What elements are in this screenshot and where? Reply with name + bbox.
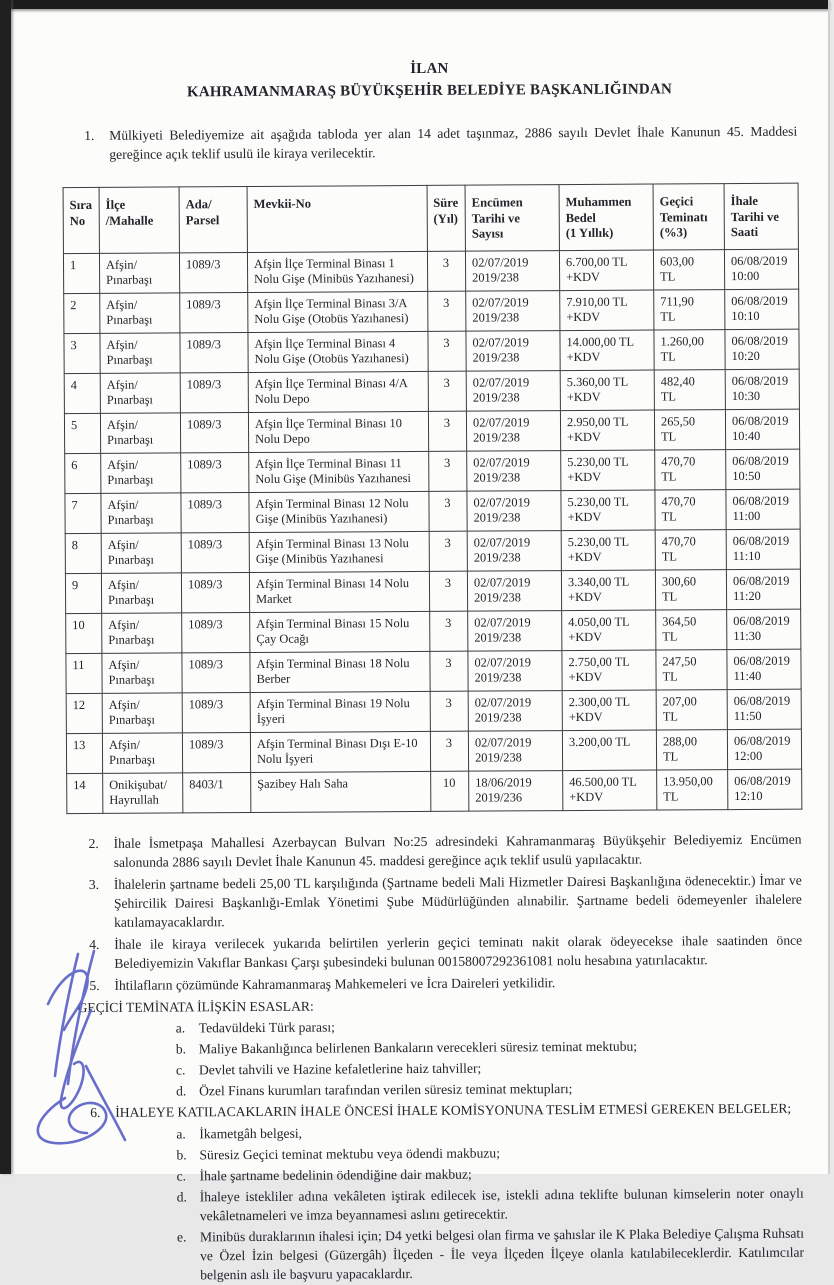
table-cell: 02/07/2019 2019/238 — [468, 610, 562, 651]
table-cell: 06/08/2019 11:00 — [726, 489, 800, 529]
table-cell: 6.700,00 TL +KDV — [559, 250, 653, 291]
table-cell: 06/08/2019 12:10 — [728, 769, 802, 809]
item-number: 5. — [89, 977, 100, 993]
table-row — [66, 729, 801, 773]
paragraph-item-4 — [89, 930, 802, 972]
list-item — [176, 1141, 803, 1164]
item-text: Tedavüldeki Türk parası; — [198, 1018, 335, 1035]
item-text: Süresiz Geçici teminat mektubu veya ödendi makbuzu; — [199, 1144, 500, 1162]
table-cell: 06/08/2019 11:10 — [726, 529, 800, 569]
table-cell: 1 — [63, 253, 99, 293]
table-cell: 1089/3 — [182, 732, 250, 772]
table-cell: 603,00 TL — [653, 249, 724, 289]
table-cell: 1089/3 — [180, 292, 248, 332]
list-item — [177, 1162, 804, 1185]
table-cell: 06/08/2019 10:00 — [724, 249, 798, 289]
table-header-row — [63, 183, 798, 253]
table-cell: Afşin/ Pınarbaşı — [102, 692, 182, 732]
table-cell: Afşin/ Pınarbaşı — [101, 492, 181, 532]
table-cell: 3 — [428, 371, 466, 411]
item-text: İkametgâh belgesi, — [199, 1125, 303, 1141]
paragraph-item-1 — [84, 122, 797, 164]
table-cell: 10 — [66, 613, 102, 653]
table-cell: Afşin Terminal Binası 15 Nolu Çay Ocağı — [250, 611, 430, 652]
table-cell: Afşin Terminal Binası 13 Nolu Gişe (Minibüs Yazıhanesi — [249, 531, 429, 572]
table-cell: 711,90 TL — [654, 289, 725, 329]
item-number: 2. — [88, 835, 99, 851]
item-letter: b. — [176, 1146, 187, 1162]
table-cell: 02/07/2019 2019/238 — [466, 370, 560, 411]
table-cell: 9 — [65, 573, 101, 613]
table-cell: 1089/3 — [180, 412, 248, 452]
table-cell: 1089/3 — [182, 652, 250, 692]
item-letter: d. — [176, 1082, 187, 1098]
table-row — [64, 409, 799, 453]
table-cell: Afşin İlçe Terminal Binası 1 Nolu Gişe (Minibüs Yazıhanesi) — [247, 251, 427, 292]
table-cell: 1089/3 — [179, 252, 247, 292]
table-header-cell: Encümen Tarihi ve Sayısı — [465, 185, 559, 251]
table-cell: 470,70 TL — [655, 529, 726, 569]
table-cell: 288,00 TL — [656, 729, 727, 769]
item-number: 3. — [88, 876, 100, 892]
table-cell: 2.750,00 TL +KDV — [562, 650, 656, 691]
table-body — [63, 249, 801, 813]
table-header-cell: Mevkii-No — [247, 185, 427, 252]
table-cell: 06/08/2019 11:20 — [726, 569, 800, 609]
handwritten-signature — [20, 948, 145, 1153]
table-cell: 06/08/2019 11:30 — [727, 609, 801, 649]
item-letter: a. — [175, 1019, 186, 1035]
table-cell: Afşin/ Pınarbaşı — [102, 652, 182, 692]
item-letter: a. — [176, 1125, 186, 1141]
table-cell: 5.230,00 TL +KDV — [561, 450, 655, 491]
table-cell: 02/07/2019 2019/238 — [465, 250, 559, 291]
table-cell: Onikişubat/ Hayrullah — [103, 772, 183, 812]
item-letter: c. — [176, 1167, 187, 1183]
paragraph-item-3 — [89, 870, 802, 931]
table-cell: Afşin Terminal Binası 12 Nolu Gişe (Minibüs Yazıhanesi) — [249, 491, 429, 532]
table-cell: 7 — [65, 493, 101, 533]
table-cell: 11 — [66, 653, 102, 693]
table-header-cell: Süre (Yıl) — [427, 185, 465, 251]
table-cell: 364,50 TL — [656, 609, 727, 649]
item-text: Maliye Bakanlığınca belirlenen Bankaların verecekleri süresiz teminat mektubu; — [198, 1038, 638, 1056]
table-cell: 3 — [64, 333, 100, 373]
table-cell: 1089/3 — [181, 452, 249, 492]
table-cell: 13 — [66, 733, 102, 773]
table-row — [65, 449, 800, 493]
table-cell: 06/08/2019 10:10 — [725, 289, 799, 329]
table-cell: Afşin/ Pınarbaşı — [99, 252, 179, 292]
table-cell: 3 — [428, 291, 466, 331]
table-cell: 06/08/2019 12:00 — [727, 729, 801, 769]
table-cell: 5.360,00 TL +KDV — [560, 370, 654, 411]
table-cell: Afşin İlçe Terminal Binası 4 Nolu Gişe (Otobüs Yazıhanesi) — [248, 331, 428, 372]
table-row — [66, 609, 801, 653]
table-cell: 02/07/2019 2019/238 — [466, 410, 560, 451]
table-cell: 02/07/2019 2019/238 — [468, 650, 562, 691]
item-text: İhtilafların çözümünde Kahramanmaraş Mahkemeleri ve İcra Daireleri yetkilidir. — [114, 974, 556, 993]
table-cell: 1089/3 — [181, 492, 249, 532]
table-cell: 4 — [64, 373, 100, 413]
signature-strokes — [38, 951, 125, 1143]
table-cell: 02/07/2019 2019/238 — [468, 730, 562, 771]
table-cell: 5.230,00 TL +KDV — [561, 530, 655, 571]
table-cell: 1.260,00 TL — [654, 329, 725, 369]
item-number: 6. — [90, 1104, 101, 1120]
table-cell: 1089/3 — [182, 692, 250, 732]
item-text: İhale İsmetpaşa Mahallesi Azerbaycan Bulvarı No:25 adresindeki Kahramanmaraş Büyükşehir Belediyemiz Encümen salonunda 2886 sayılı Devlet İhale Kanunun 45. maddesi gereğince açık teklif usulü yapılacaktır. — [113, 831, 802, 870]
table-cell: 8 — [65, 533, 101, 573]
table-cell: 46.500,00 TL +KDV — [563, 770, 657, 811]
table-cell: 06/08/2019 10:50 — [726, 449, 800, 489]
table-cell: 3 — [429, 451, 467, 491]
table-header-cell: Geçici Teminatı (%3) — [653, 184, 724, 250]
item-text: Özel Finans kurumları tarafından verilen süresiz teminat mektupları; — [199, 1080, 573, 1098]
table-cell: Afşin/ Pınarbaşı — [100, 372, 180, 412]
table-header-cell: Sıra No — [63, 187, 99, 253]
table-cell: 10 — [431, 771, 469, 811]
item-text: Minibüs duraklarının ihalesi için; D4 yetki belgesi olan firma ve şahıslar ile K Plaka Belediye Çalışma Ruhsatı ve Özel İzin belgesi (Güzergâh) İlçeden - İle veya İlçeden İlçeye olanla katılabileceklerdir. Katılımcılar belgenin aslı ile başvuru yapacaklardır. — [199, 1225, 805, 1282]
table-cell: 06/08/2019 10:30 — [725, 369, 799, 409]
table-cell: 3.200,00 TL — [562, 730, 656, 771]
table-cell: 18/06/2019 2019/236 — [469, 770, 563, 811]
table-cell: Afşin Terminal Binası 14 Nolu Market — [249, 571, 429, 612]
table-cell: 02/07/2019 2019/238 — [466, 330, 560, 371]
table-cell: 3 — [429, 571, 467, 611]
table-cell: Afşin/ Pınarbaşı — [100, 412, 180, 452]
table-cell: 470,70 TL — [655, 449, 726, 489]
table-cell: 06/08/2019 11:50 — [727, 689, 801, 729]
table-cell: 14.000,00 TL +KDV — [560, 330, 654, 371]
table-header-cell: İhale Tarihi ve Saati — [724, 183, 798, 249]
table-cell: Afşin Terminal Binası 19 Nolu İşyeri — [250, 691, 430, 732]
list-item — [177, 1183, 804, 1225]
paragraph-item-5 — [89, 971, 802, 994]
table-cell: 207,00 TL — [656, 689, 727, 729]
table-cell: 1089/3 — [181, 572, 249, 612]
table-cell: 2 — [64, 293, 100, 333]
table-cell: Afşin/ Pınarbaşı — [101, 532, 181, 572]
table-cell: Afşin İlçe Terminal Binası 3/A Nolu Gişe (Otobüs Yazıhanesi) — [248, 291, 428, 332]
table-row — [65, 569, 800, 613]
table-cell: 5.230,00 TL +KDV — [561, 490, 655, 531]
table-cell: 1089/3 — [181, 532, 249, 572]
table-cell: 3 — [430, 651, 468, 691]
table-cell: 482,40 TL — [654, 369, 725, 409]
table-cell: Afşin İlçe Terminal Binası 11 Nolu Gişe (Minibüs Yazıhanesi — [249, 451, 429, 492]
list-item — [177, 1223, 804, 1284]
table-cell: 12 — [66, 693, 102, 733]
list-item — [176, 1120, 803, 1143]
table-cell: 3.340,00 TL +KDV — [561, 570, 655, 611]
table-row — [65, 489, 800, 533]
table-cell: 06/08/2019 11:40 — [727, 649, 801, 689]
table-cell: Afşin Terminal Binası Dışı E-10 Nolu İşyeri — [250, 731, 430, 772]
table-cell: 2.950,00 TL +KDV — [560, 410, 654, 451]
table-cell: Şazibey Halı Saha — [251, 771, 431, 812]
table-cell: 300,60 TL — [655, 569, 726, 609]
table-cell: 3 — [429, 531, 467, 571]
table-cell: Afşin İlçe Terminal Binası 4/A Nolu Depo — [248, 371, 428, 412]
item-letter: e. — [176, 1228, 187, 1244]
table-cell: Afşin/ Pınarbaşı — [101, 452, 181, 492]
gecici-teminat-heading: GEÇİCİ TEMİNATA İLİŞKİN ESASLAR: — [77, 998, 314, 1015]
page-subtitle: KAHRAMANMARAŞ BÜYÜKŞEHİR BELEDİYE BAŞKANLIĞINDAN — [186, 81, 673, 101]
table-row — [65, 529, 800, 573]
table-cell: 02/07/2019 2019/238 — [467, 570, 561, 611]
auction-table — [63, 183, 803, 814]
table-row — [64, 329, 799, 373]
table-row — [66, 689, 801, 733]
table-cell: 3 — [430, 731, 468, 771]
table-cell: 265,50 TL — [654, 409, 725, 449]
table-cell: 2.300,00 TL +KDV — [562, 690, 656, 731]
item-text: İhalelerin şartname bedeli 25,00 TL karşılığında (Şartname bedeli Mali Hizmetler Dairesi Başkanlığına ödenecektir.) İmar ve Şehircilik Dairesi Başkanlığı-Emlak Yönetimi Şube Müdürlüğünden alınabilir. Şartname bedeli ödemeyenler ihalelere katılamayacaklardır. — [113, 872, 802, 930]
item-letter: d. — [176, 1188, 187, 1204]
table-cell: 1089/3 — [182, 612, 250, 652]
table-cell: 1089/3 — [180, 332, 248, 372]
table-header-cell: İlçe /Mahalle — [99, 187, 179, 253]
item-letter: b. — [175, 1040, 187, 1056]
table-cell: 06/08/2019 10:40 — [725, 409, 799, 449]
table-cell: 8403/1 — [183, 772, 251, 812]
table-cell: 3 — [428, 331, 466, 371]
paragraph-item-6 — [90, 1098, 803, 1121]
item-text: Devlet tahvili ve Hazine kefaletlerine haiz tahviller; — [198, 1060, 482, 1077]
table-cell: 13.950,00 TL — [657, 769, 728, 809]
item-text: İhaleye istekliler adına vekâleten iştirak edilecek ise, istekli adına teklifte bulunan kimselerin noter onaylı vekâletnameleri ve imza beyannamesi aslını getirecektir. — [199, 1185, 804, 1223]
gecici-list — [176, 1014, 803, 1100]
item-text: Mülkiyeti Belediyemize ait aşağıda tabloda yer alan 14 adet taşınmaz, 2886 sayılı Devlet İhale Kanunun 45. Maddesi gereğince açık teklif usulü ile kiraya verilecektir. — [109, 123, 798, 162]
list-item — [176, 1014, 803, 1037]
table-cell: 247,50 TL — [656, 649, 727, 689]
table-cell: 02/07/2019 2019/238 — [467, 450, 561, 491]
table-cell: 470,70 TL — [655, 489, 726, 529]
table-cell: 4.050,00 TL +KDV — [562, 610, 656, 651]
table-cell: 3 — [428, 411, 466, 451]
item-text: İHALEYE KATILACAKLARIN İHALE ÖNCESİ İHALE KOMİSYONUNA TESLİM ETMESİ GEREKEN BELGELER; — [115, 1100, 792, 1120]
belgeler-list — [176, 1120, 804, 1284]
table-cell: Afşin/ Pınarbaşı — [101, 572, 181, 612]
list-item — [176, 1056, 803, 1079]
item-number: 4. — [89, 936, 100, 952]
table-cell: 02/07/2019 2019/238 — [466, 290, 560, 331]
item-text: İhale ile kiraya verilecek yukarıda belirtilen yerlerin geçici teminatı nakit olarak ödeyecekse ihale saatinden önce Belediyemizin Vakıflar Bankası Çarşı şubesindeki bulunan 00158007292361081 nolu hesabına yatırılacaktır. — [114, 932, 803, 971]
table-cell: Afşin Terminal Binası 18 Nolu Berber — [250, 651, 430, 692]
list-item — [176, 1035, 803, 1058]
table-cell: Afşin/ Pınarbaşı — [100, 292, 180, 332]
table-cell: 06/08/2019 10:20 — [725, 329, 799, 369]
table-cell: 5 — [64, 413, 100, 453]
table-cell: 02/07/2019 2019/238 — [467, 490, 561, 531]
table-cell: 6 — [65, 453, 101, 493]
page-title: İLAN — [410, 60, 449, 78]
table-cell: Afşin/ Pınarbaşı — [102, 732, 182, 772]
table-cell: 3 — [430, 611, 468, 651]
table-cell: 02/07/2019 2019/238 — [468, 690, 562, 731]
item-text: İhale şartname bedelinin ödendiğine dair makbuz; — [199, 1166, 472, 1183]
table-cell: Afşin/ Pınarbaşı — [102, 612, 182, 652]
table-header-cell: Muhammen Bedel (1 Yıllık) — [559, 184, 653, 250]
table-cell: 3 — [429, 491, 467, 531]
table-cell: 3 — [430, 691, 468, 731]
table-header — [63, 183, 798, 253]
table-cell: Afşin İlçe Terminal Binası 10 Nolu Depo — [248, 411, 428, 452]
table-row — [63, 249, 798, 293]
list-item — [176, 1077, 803, 1100]
table-cell: 1089/3 — [180, 372, 248, 412]
table-header-cell: Ada/ Parsel — [179, 187, 247, 253]
table-row — [67, 769, 802, 813]
table-cell: Afşin/ Pınarbaşı — [100, 332, 180, 372]
table-cell: 3 — [427, 251, 465, 291]
paragraph-item-2 — [88, 829, 801, 871]
table-row — [64, 289, 799, 333]
table-cell: 02/07/2019 2019/238 — [467, 530, 561, 571]
item-letter: c. — [175, 1061, 186, 1077]
table-row — [64, 369, 799, 413]
item-number: 1. — [84, 127, 95, 144]
table-row — [66, 649, 801, 693]
table-cell: 7.910,00 TL +KDV — [560, 290, 654, 331]
table-cell: 14 — [67, 773, 103, 813]
